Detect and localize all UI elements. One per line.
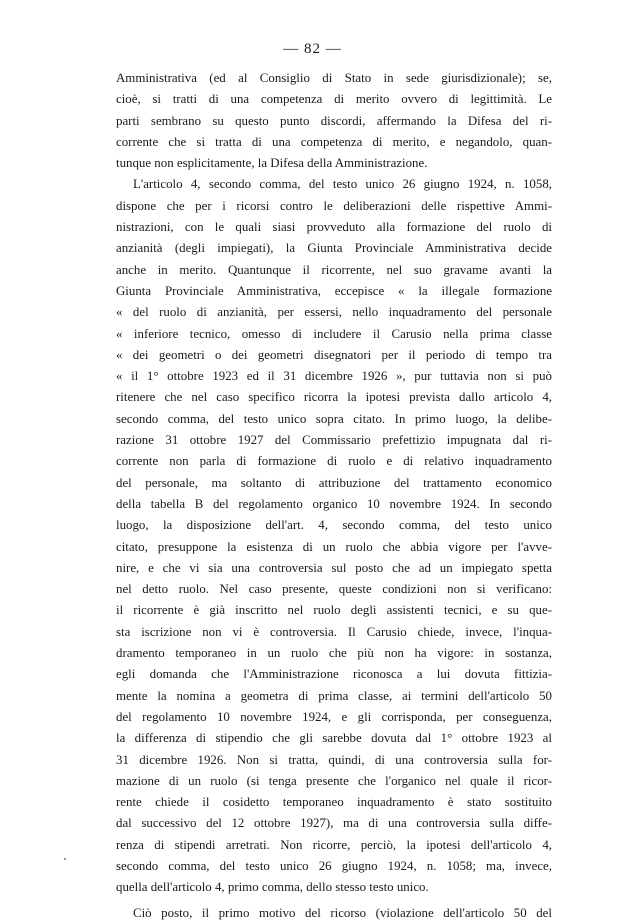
body-text [116,68,552,924]
text-line: dispone che per i ricorsi contro le deliberazioni delle rispettive Ammi- [116,198,552,213]
text-line: renza di stipendi arretrati. Non ricorre, perciò, la ipotesi dell'articolo 4, [116,837,552,852]
text-line: mente la nomina a geometra di prima classe, ai termini dell'articolo 50 [116,688,552,703]
text-line: « dei geometri o dei geometri disegnatori per il periodo di tempo tra [116,347,552,362]
text-line: nel detto ruolo. Nel caso presente, queste condizioni non si verificano: [116,582,552,597]
text-line: luogo, la disposizione dell'art. 4, secondo comma, del testo unico [116,518,552,533]
text-line: nire, e che vi sia una controversia sul posto che ad un impiegato spetta [116,560,552,575]
text-line: Giunta Provinciale Amministrativa, eccepisce « la illegale formazione [116,283,552,298]
text-line: secondo comma, del testo unico sopra citato. In primo luogo, la delibe- [116,411,552,426]
text-line: del personale, ma soltanto di attribuzione del trattamento economico [116,475,552,490]
text-line: citato, presuppone la esistenza di un ruolo che abbia vigore per l'avve- [116,539,552,554]
scan-speck [64,858,66,860]
text-line: « del ruolo di anzianità, per essersi, nello inquadramento del personale [116,305,552,320]
text-line: anche in merito. Quantunque il ricorrente, nel suo gravame avanti la [116,262,552,277]
text-line: la differenza di stipendio che gli sarebbe dovuta dal 1° ottobre 1923 al [116,731,552,746]
text-line: rente chiede il cosidetto temporaneo inquadramento è stato sostituito [116,795,552,810]
text-line: della tabella B del regolamento organico 10 novembre 1924. In secondo [116,496,552,511]
text-line: Ciò posto, il primo motivo del ricorso (violazione dell'articolo 50 del [133,905,552,920]
text-line: « inferiore tecnico, omesso di includere il Carusio nella prima classe [116,326,552,341]
text-line: secondo comma, del testo unico 26 giugno 1924, n. 1058; ma, invece, [116,858,552,873]
text-line: tunque non esplicitamente, la Difesa della Amministrazione. [116,156,428,171]
text-line: sta iscrizione non vi è controversia. Il Carusio chiede, invece, l'inqua- [116,624,552,639]
text-line: Amministrativa (ed al Consiglio di Stato in sede giurisdizionale); se, [116,71,552,85]
text-line: dramento temporaneo in un ruolo che più non ha vigore: in sostanza, [116,646,552,661]
text-line: L'articolo 4, secondo comma, del testo unico 26 giugno 1924, n. 1058, [133,177,552,192]
text-line: egli domanda che l'Amministrazione riconosca a lui dovuta fittizia- [116,667,552,682]
text-line: mazione di un ruolo (si tenga presente che l'organico nel quale il ricor- [116,773,552,788]
text-line: « il 1° ottobre 1923 ed il 31 dicembre 1926 », pur tuttavia non si può [116,369,552,384]
text-line: corrente che si tratta di una competenza di merito, e negandolo, quan- [116,134,552,149]
page-number: — 82 — [283,41,342,57]
text-line: parti sembrano su questo punto discordi, affermando la Difesa del ri- [116,113,552,128]
text-line: nistrazioni, con le quali siasi provveduto alla formazione del ruolo di [116,220,552,235]
text-line: anzianità (degli impiegati), la Giunta Provinciale Amministrativa decide [116,241,552,256]
text-line: corrente non parla di formazione di ruolo e di relativo inquadramento [116,454,552,469]
text-line: il ricorrente è già inscritto nel ruolo degli assistenti tecnici, e su que- [116,603,552,618]
text-line: razione 31 ottobre 1927 del Commissario prefettizio impugnata dal ri- [116,433,552,448]
text-line: dal successivo del 12 ottobre 1927), ma di una controversia sulla diffe- [116,816,552,831]
text-line: 31 dicembre 1926. Non si tratta, quindi, di una controversia sulla for- [116,752,552,767]
text-line: cioè, si tratti di una competenza di merito ovvero di legittimità. Le [116,92,552,107]
text-line: quella dell'articolo 4, primo comma, dello stesso testo unico. [116,880,429,895]
text-line: ritenere che nel caso specifico ricorra la ipotesi prevista dallo articolo 4, [116,390,552,405]
text-line: del regolamento 10 novembre 1924, e gli corrisponda, per conseguenza, [116,709,552,724]
